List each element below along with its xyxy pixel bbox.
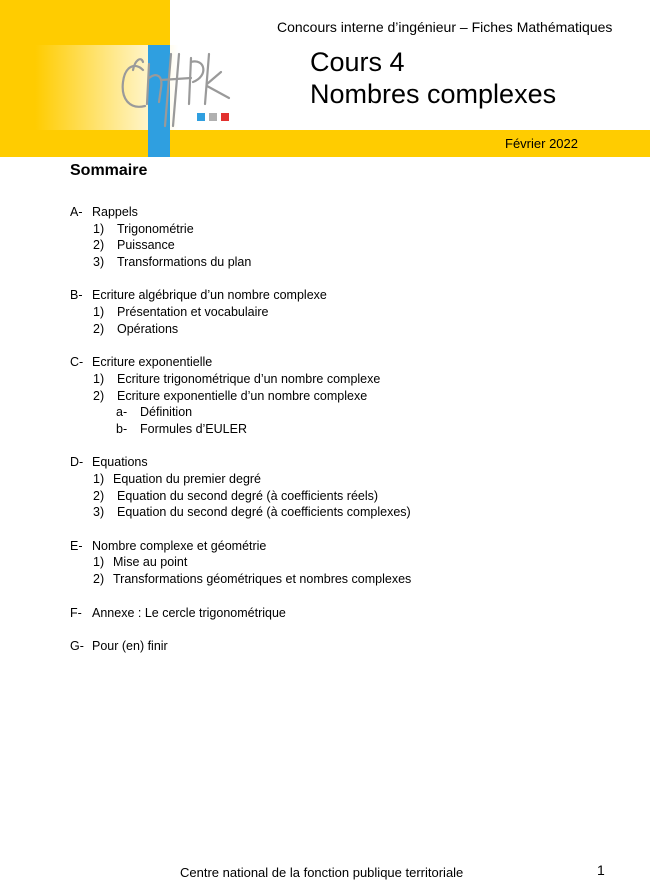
- toc-item[interactable]: 1) Equation du premier degré: [93, 472, 262, 486]
- document-date: Février 2022: [505, 136, 578, 151]
- toc-item[interactable]: 2) Puissance: [93, 238, 175, 253]
- toc-item[interactable]: 2) Opérations: [93, 321, 179, 336]
- toc-section-g[interactable]: G- Pour (en) finir: [70, 638, 168, 653]
- toc-section-e[interactable]: E- Nombre complexe et géométrie: [70, 538, 267, 553]
- toc-item[interactable]: 1) Présentation et vocabulaire: [93, 305, 269, 320]
- summary-heading: Sommaire: [70, 162, 148, 179]
- logo-square-red: [221, 113, 229, 121]
- cnfpt-logo-icon: [105, 48, 245, 130]
- toc-section-b[interactable]: B- Ecriture algébrique d’un nombre complexe: [70, 288, 327, 303]
- toc-item[interactable]: 1) Trigonométrie: [93, 221, 194, 236]
- toc-item[interactable]: 1) Ecriture trigonométrique d’un nombre complexe: [93, 371, 381, 386]
- toc-section-a[interactable]: A- Rappels: [70, 205, 138, 219]
- logo-square-grey: [209, 113, 217, 121]
- toc-item[interactable]: 2) Ecriture exponentielle d’un nombre complexe: [93, 388, 368, 403]
- document-header-title: Concours interne d’ingénieur – Fiches Mathématiques: [277, 19, 613, 35]
- toc-subitem[interactable]: a- Définition: [116, 405, 193, 420]
- toc-item[interactable]: 2) Transformations géométriques et nombres complexes: [93, 572, 412, 587]
- course-number: Cours 4: [310, 47, 405, 77]
- toc-section-d[interactable]: D- Equations: [70, 455, 148, 470]
- toc-section-f[interactable]: F- Annexe : Le cercle trigonométrique: [70, 605, 286, 620]
- toc-section-c[interactable]: C- Ecriture exponentielle: [70, 355, 213, 370]
- page-number: 1: [597, 862, 605, 878]
- toc-item[interactable]: 3) Equation du second degré (à coefficients complexes): [93, 505, 411, 520]
- toc-item[interactable]: 2) Equation du second degré (à coefficients réels): [93, 488, 379, 503]
- toc-item[interactable]: 3) Transformations du plan: [93, 255, 252, 270]
- course-title: [310, 46, 556, 110]
- toc-subitem[interactable]: b- Formules d’EULER: [116, 421, 247, 436]
- footer-organization: Centre national de la fonction publique territoriale: [180, 865, 464, 880]
- toc-item[interactable]: 1) Mise au point: [93, 555, 188, 570]
- logo-square-blue: [197, 113, 205, 121]
- table-of-contents: [70, 204, 411, 655]
- course-subject: Nombres complexes: [310, 79, 557, 109]
